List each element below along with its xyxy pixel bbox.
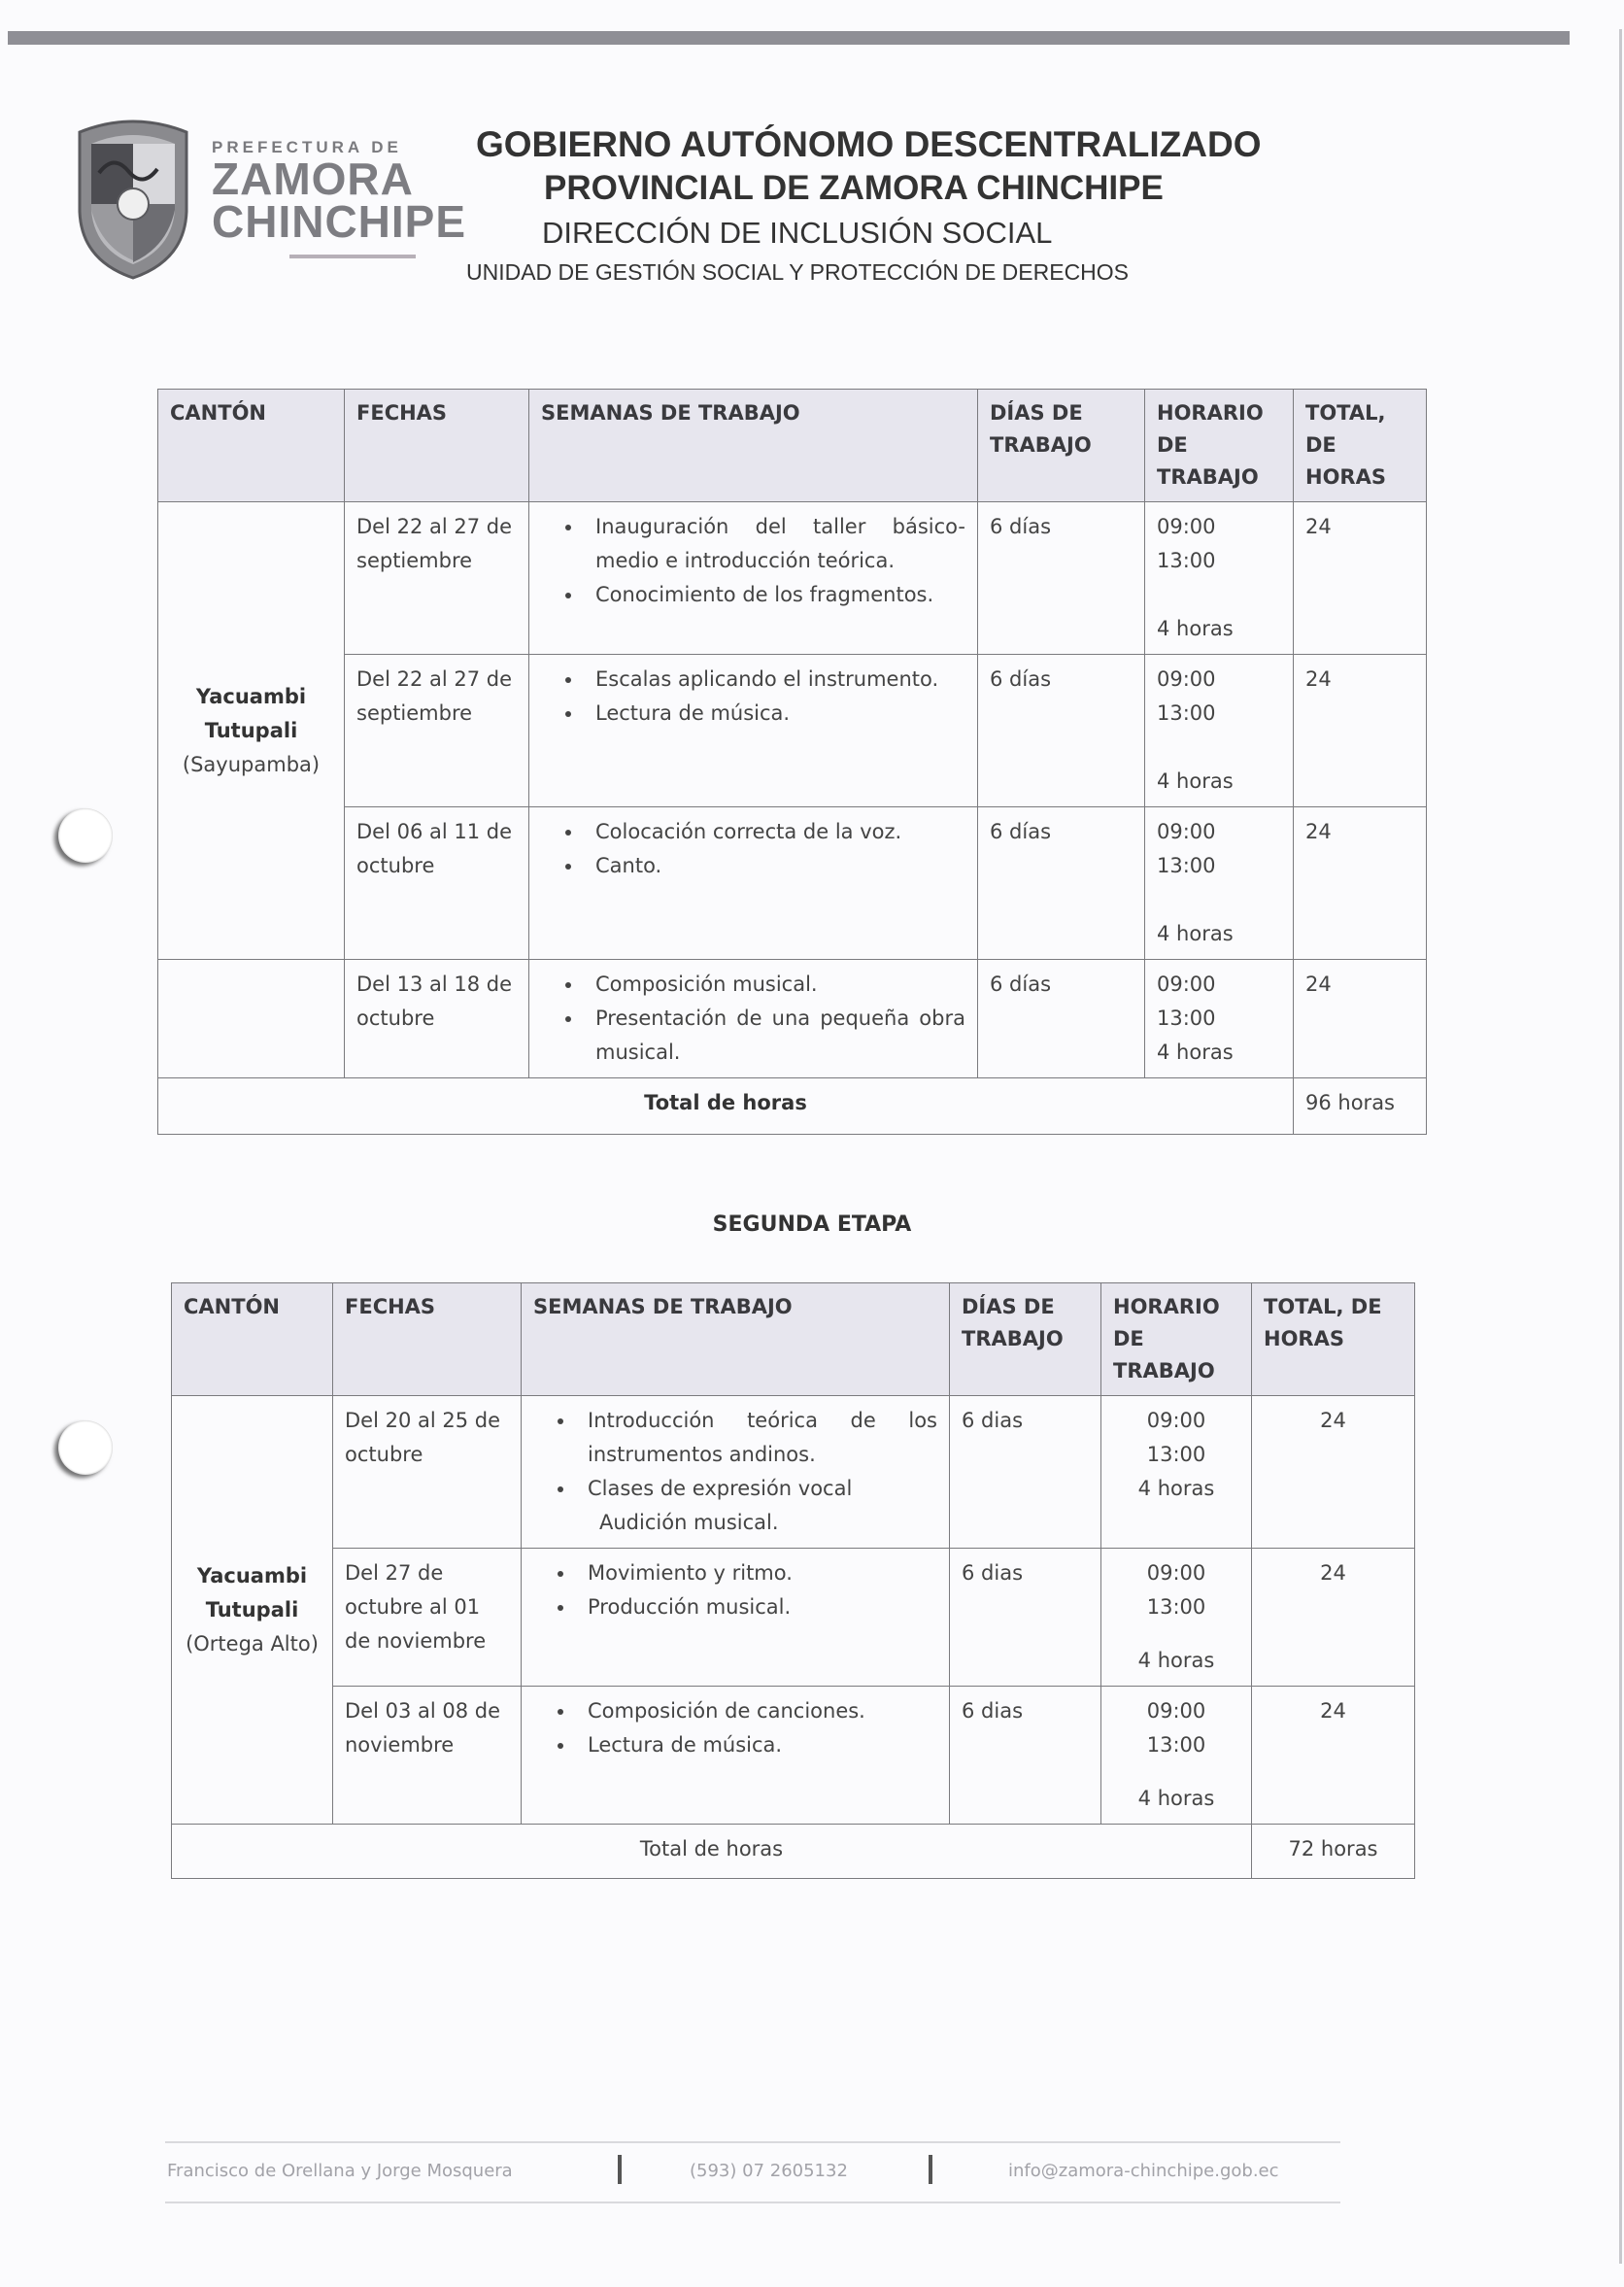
col-header-canton: CANTÓN — [172, 1283, 333, 1396]
list-item: • Producción musical. — [576, 1590, 937, 1624]
start-time: 09:00 — [1157, 820, 1216, 843]
page-edge — [1619, 29, 1622, 2264]
end-time: 13:00 — [1146, 1595, 1206, 1619]
col-header-canton: CANTÓN — [158, 390, 345, 502]
col-header-horario: HORARIO DE TRABAJO — [1101, 1283, 1252, 1396]
wordmark-line1: ZAMORA — [212, 154, 414, 204]
list-item: • Escalas aplicando el instrumento. — [584, 663, 965, 697]
col-header-dias: DÍAS DE TRABAJO — [950, 1283, 1101, 1396]
schedule-table-stage-1 — [157, 389, 1427, 1135]
list-item-extra: Audición musical. — [599, 1511, 779, 1534]
fechas-cell: Del 22 al 27 de septiembre — [345, 502, 529, 655]
end-time: 13:00 — [1146, 1443, 1206, 1466]
total-row — [172, 1825, 1415, 1879]
dias-cell: 6 dias — [950, 1396, 1101, 1549]
list-item: • Presentación de una pequeña obra musical. — [584, 1002, 965, 1070]
table-row — [172, 1549, 1415, 1687]
table-header-row — [172, 1283, 1415, 1396]
header-line-2: PROVINCIAL DE ZAMORA CHINCHIPE — [544, 169, 1164, 207]
horario-cell — [1101, 1687, 1252, 1825]
table-row — [158, 502, 1427, 655]
col-header-dias: DÍAS DE TRABAJO — [978, 390, 1145, 502]
canton-place: (Ortega Alto) — [186, 1631, 319, 1656]
stage-title: SEGUNDA ETAPA — [712, 1212, 912, 1237]
fechas-cell: Del 27 de octubre al 01 de noviembre — [333, 1549, 522, 1687]
col-header-total: TOTAL, DE HORAS — [1252, 1283, 1415, 1396]
hours-count: 4 horas — [1137, 1787, 1215, 1810]
canton-place: (Sayupamba) — [182, 752, 321, 776]
list-item: • Inauguración del taller básico-medio e introducción teórica. — [584, 510, 965, 578]
footer-separator — [618, 2155, 622, 2184]
dias-cell: 6 días — [978, 960, 1145, 1078]
list-item: • Lectura de música. — [584, 697, 965, 731]
semanas-cell — [522, 1549, 950, 1687]
end-time: 13:00 — [1157, 701, 1216, 725]
total-value: 96 horas — [1294, 1078, 1427, 1135]
wordmark-line2: CHINCHIPE — [212, 196, 467, 247]
semanas-cell — [529, 807, 978, 960]
prefecture-seal-logo — [70, 115, 196, 280]
dias-cell: 6 días — [978, 502, 1145, 655]
col-header-semanas: SEMANAS DE TRABAJO — [522, 1283, 950, 1396]
horario-cell — [1145, 502, 1294, 655]
canton-cell — [158, 502, 345, 960]
list-item: • Conocimiento de los fragmentos. — [584, 578, 965, 612]
footer-phone: (593) 07 2605132 — [690, 2161, 848, 2181]
end-time: 13:00 — [1157, 1007, 1216, 1030]
list-item: • Movimiento y ritmo. — [576, 1556, 937, 1590]
fechas-cell: Del 13 al 18 de octubre — [345, 960, 529, 1078]
schedule-table-stage-2 — [171, 1282, 1415, 1879]
table-row — [158, 960, 1427, 1078]
fechas-cell: Del 03 al 08 de noviembre — [333, 1687, 522, 1825]
total-cell: 24 — [1294, 502, 1427, 655]
list-item: • Canto. — [584, 849, 965, 883]
total-label: Total de horas — [158, 1078, 1294, 1135]
dias-cell: 6 días — [978, 807, 1145, 960]
col-header-fechas: FECHAS — [333, 1283, 522, 1396]
start-time: 09:00 — [1157, 973, 1216, 996]
dias-cell: 6 dias — [950, 1549, 1101, 1687]
canton-name-2: Tutupali — [204, 718, 298, 742]
wordmark-rule — [289, 255, 416, 258]
total-cell: 24 — [1252, 1687, 1415, 1825]
total-cell: 24 — [1294, 960, 1427, 1078]
col-header-horario: HORARIO DE TRABAJO — [1145, 390, 1294, 502]
semanas-cell — [522, 1687, 950, 1825]
list-item: • Clases de expresión vocal — [576, 1472, 937, 1506]
horario-cell — [1145, 655, 1294, 807]
list-item: • Introducción teórica de los instrumentos andinos. — [576, 1404, 937, 1472]
list-item: • Colocación correcta de la voz. — [584, 815, 965, 849]
canton-cell — [172, 1396, 333, 1825]
punch-hole — [58, 808, 113, 863]
canton-cell-empty — [158, 960, 345, 1078]
horario-cell — [1145, 960, 1294, 1078]
fechas-cell: Del 20 al 25 de octubre — [333, 1396, 522, 1549]
hours-count: 4 horas — [1157, 1041, 1234, 1064]
list-item: • Lectura de música. — [576, 1728, 937, 1762]
total-cell: 24 — [1294, 655, 1427, 807]
table-row — [172, 1687, 1415, 1825]
top-scan-bar — [8, 31, 1570, 45]
header-line-1: GOBIERNO AUTÓNOMO DESCENTRALIZADO — [476, 124, 1262, 164]
table-row — [172, 1396, 1415, 1549]
end-time: 13:00 — [1157, 854, 1216, 877]
col-header-fechas: FECHAS — [345, 390, 529, 502]
total-label: Total de horas — [172, 1825, 1252, 1879]
footer — [165, 2155, 1340, 2190]
semanas-cell — [529, 655, 978, 807]
wordmark-small: PREFECTURA DE — [212, 138, 402, 156]
horario-cell — [1101, 1396, 1252, 1549]
end-time: 13:00 — [1146, 1733, 1206, 1757]
canton-name-1: Yacuambi — [195, 684, 307, 708]
hours-count: 4 horas — [1157, 769, 1234, 793]
header-line-3: DIRECCIÓN DE INCLUSIÓN SOCIAL — [542, 216, 1053, 250]
table-header-row — [158, 390, 1427, 502]
footer-separator — [929, 2155, 932, 2184]
horario-cell — [1101, 1549, 1252, 1687]
hours-count: 4 horas — [1157, 922, 1234, 945]
semanas-cell — [522, 1396, 950, 1549]
fechas-cell: Del 06 al 11 de octubre — [345, 807, 529, 960]
list-item: • Composición de canciones. — [576, 1694, 937, 1728]
total-row — [158, 1078, 1427, 1135]
hours-count: 4 horas — [1137, 1477, 1215, 1500]
footer-rule-top — [165, 2141, 1340, 2143]
end-time: 13:00 — [1157, 549, 1216, 572]
semanas-cell — [529, 960, 978, 1078]
canton-name-1: Yacuambi — [196, 1563, 308, 1587]
semanas-cell — [529, 502, 978, 655]
prefecture-wordmark — [212, 138, 467, 258]
total-value: 72 horas — [1252, 1825, 1415, 1879]
table-row — [158, 655, 1427, 807]
footer-rule-bottom — [165, 2202, 1340, 2203]
canton-name-2: Tutupali — [205, 1597, 299, 1621]
start-time: 09:00 — [1157, 515, 1216, 538]
table-row — [158, 807, 1427, 960]
col-header-total: TOTAL, DE HORAS — [1294, 390, 1427, 502]
total-cell: 24 — [1252, 1396, 1415, 1549]
start-time: 09:00 — [1157, 667, 1216, 691]
footer-address: Francisco de Orellana y Jorge Mosquera — [167, 2161, 513, 2181]
dias-cell: 6 días — [978, 655, 1145, 807]
total-cell: 24 — [1294, 807, 1427, 960]
hours-count: 4 horas — [1157, 617, 1234, 640]
start-time: 09:00 — [1146, 1699, 1206, 1723]
col-header-semanas: SEMANAS DE TRABAJO — [529, 390, 978, 502]
start-time: 09:00 — [1146, 1409, 1206, 1432]
horario-cell — [1145, 807, 1294, 960]
punch-hole — [58, 1420, 113, 1475]
total-cell: 24 — [1252, 1549, 1415, 1687]
header-line-4: UNIDAD DE GESTIÓN SOCIAL Y PROTECCIÓN DE DERECHOS — [466, 259, 1130, 285]
list-item: • Composición musical. — [584, 968, 965, 1002]
footer-email: info@zamora-chinchipe.gob.ec — [1008, 2161, 1279, 2181]
fechas-cell: Del 22 al 27 de septiembre — [345, 655, 529, 807]
start-time: 09:00 — [1146, 1561, 1206, 1585]
dias-cell: 6 dias — [950, 1687, 1101, 1825]
hours-count: 4 horas — [1137, 1649, 1215, 1672]
